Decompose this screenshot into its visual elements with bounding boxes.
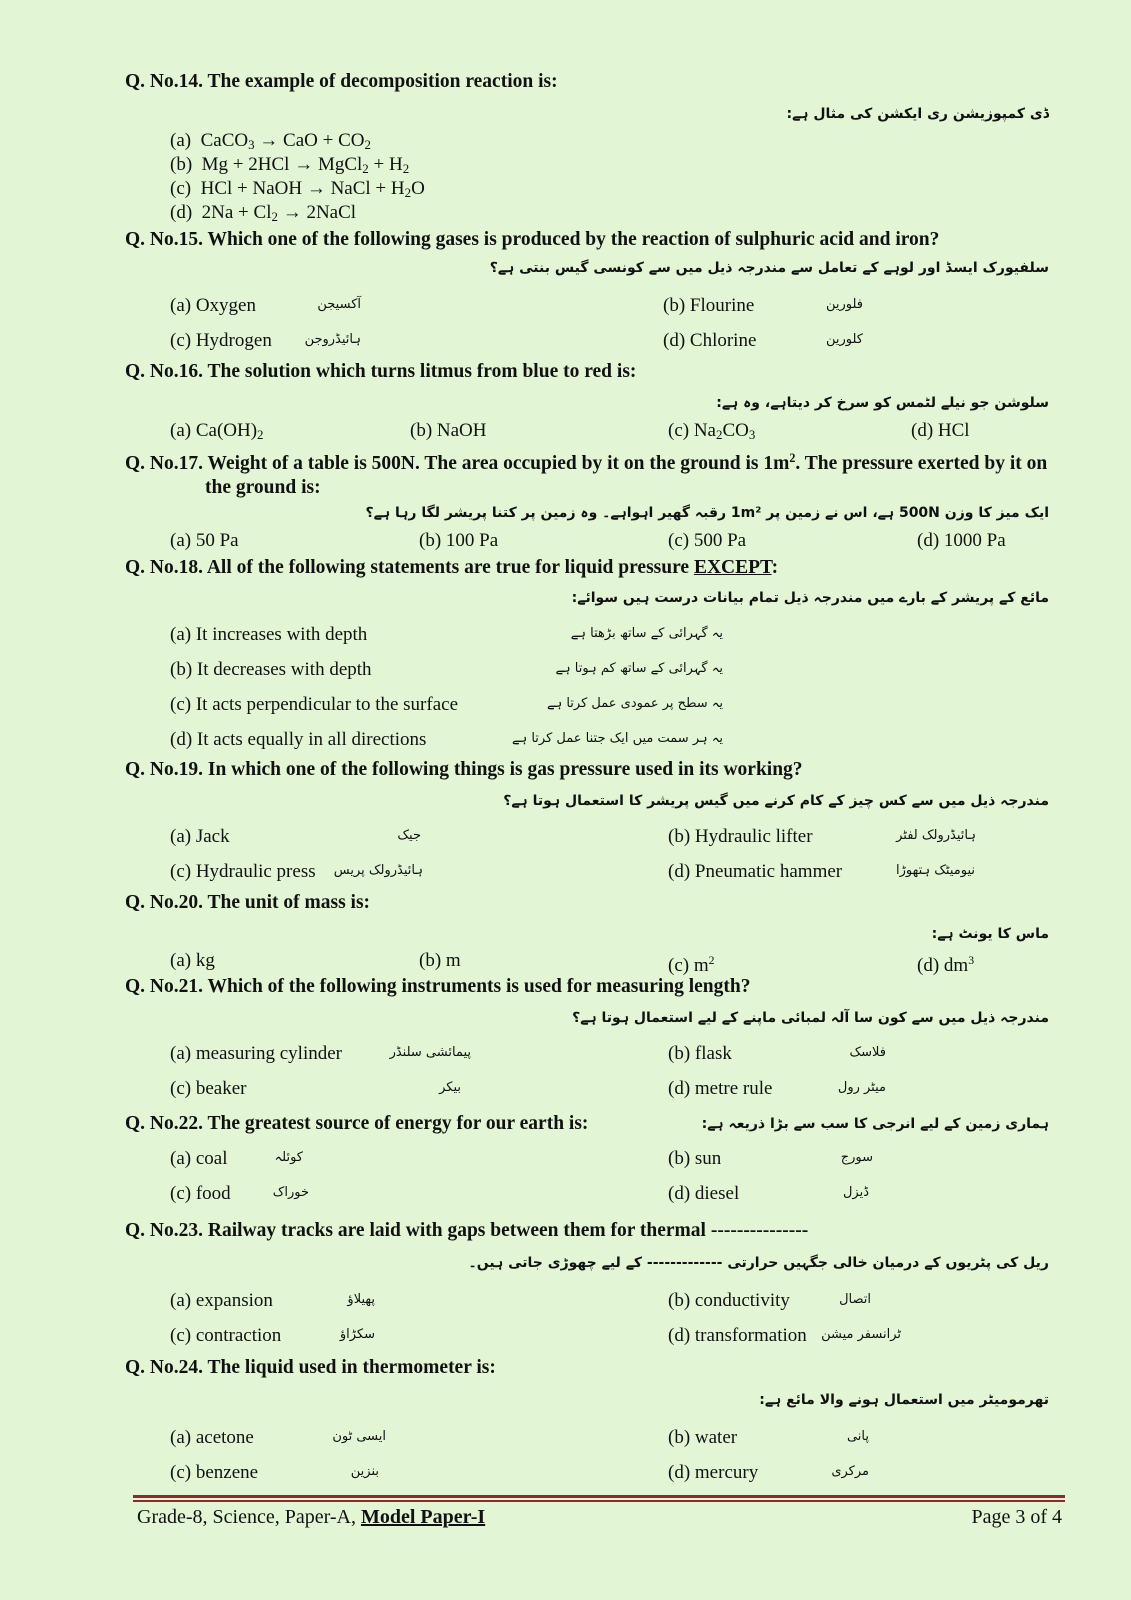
- option-d: (d) $dm^3$: [917, 954, 975, 976]
- footer-rule-thin: [133, 1500, 1065, 1502]
- option-a: (a) Jack: [170, 826, 230, 847]
- option-b: (b) m: [419, 950, 461, 971]
- question-16: [125, 360, 1061, 384]
- option-c-urdu: ہائیڈروجن: [304, 332, 361, 347]
- question-number: Q. No.14.: [125, 71, 203, 92]
- question-text: All of the following statements are true for liquid pressure: [206, 557, 690, 578]
- option-a-urdu: یہ گہرائی کے ساتھ بڑھتا ہے: [570, 626, 723, 641]
- question-number: Q. No.15.: [125, 229, 203, 250]
- option-b-urdu: اتصال: [839, 1292, 871, 1307]
- question-15: [125, 228, 1061, 252]
- option-a-urdu: جیک: [397, 828, 421, 843]
- question-number: Q. No.17.: [125, 453, 203, 474]
- question-21: [125, 975, 1061, 999]
- page-number: Page 3 of 4: [971, 1506, 1062, 1528]
- option-a-urdu: ایسی ٹون: [332, 1429, 386, 1444]
- question-14: [125, 70, 1061, 94]
- question-number: Q. No.18.: [125, 557, 203, 578]
- option-b: (b) sun: [668, 1148, 722, 1169]
- question-22-urdu: ہماری زمین کے لیے انرجی کا سب سے بڑا ذریعہ ہے:: [701, 1116, 1049, 1132]
- question-number: Q. No.19.: [125, 759, 203, 780]
- option-d: (d) Chlorine: [663, 330, 757, 351]
- option-a: (a) coal: [170, 1148, 228, 1169]
- question-number: Q. No.24.: [125, 1357, 203, 1378]
- option-d: (d) $2Na + Cl_2$ → 2NaCl: [170, 202, 357, 224]
- question-text: The greatest source of energy for our earth is:: [207, 1113, 589, 1134]
- option-d: (d) transformation: [668, 1325, 807, 1346]
- footer-rule: [133, 1495, 1065, 1498]
- question-number: Q. No.16.: [125, 361, 203, 382]
- option-a: (a) expansion: [170, 1290, 273, 1311]
- option-d-urdu: یہ ہر سمت میں ایک جتنا عمل کرتا ہے: [511, 731, 723, 746]
- option-c: (c) HCl + NaOH → NaCl + $H_2O$: [170, 178, 425, 200]
- option-d-urdu: مرکری: [831, 1464, 869, 1479]
- question-text: Railway tracks are laid with gaps between them for thermal ---------------: [207, 1220, 809, 1241]
- question-15-urdu: سلفیورک ایسڈ اور لوہے کے تعامل سے مندرجہ ذیل میں سے کونسی گیس بنتی ہے؟: [489, 260, 1049, 276]
- option-b-urdu: فلورین: [825, 297, 863, 312]
- question-17: [125, 446, 1056, 500]
- option-b-urdu: یہ گہرائی کے ساتھ کم ہوتا ہے: [555, 661, 723, 676]
- option-a: (a) 50 Pa: [170, 530, 239, 551]
- option-a: (a) Oxygen: [170, 295, 256, 316]
- option-c: (c) $m^2$: [668, 954, 715, 976]
- question-text: Which of the following instruments is used for measuring length?: [207, 976, 751, 997]
- option-d: (d) diesel: [668, 1183, 740, 1204]
- question-21-urdu: مندرجہ ذیل میں سے کون سا آلہ لمبائی ماپنے کے لیے استعمال ہوتا ہے؟: [572, 1010, 1049, 1026]
- question-number: Q. No.21.: [125, 976, 203, 997]
- question-17-urdu: ایک میز کا وزن 500N ہے، اس نے زمین پر 1m² رقبہ گھیر اہواہے۔ وہ زمین پر کتنا پریشر لگا رہا ہے؟: [365, 505, 1049, 521]
- question-text: The solution which turns litmus from blue to red is:: [207, 361, 637, 382]
- option-d-urdu: میٹر رول: [837, 1080, 886, 1095]
- option-d-urdu: نیومیٹک ہتھوڑا: [896, 863, 975, 878]
- option-d: (d) metre rule: [668, 1078, 773, 1099]
- option-b: (b) NaOH: [410, 420, 487, 441]
- option-c: (c) Hydraulic press: [170, 861, 316, 882]
- question-number: Q. No.20.: [125, 892, 203, 913]
- option-b: (b) It decreases with depth: [170, 659, 372, 680]
- except-keyword: EXCEPT: [693, 557, 772, 578]
- option-d: (d) It acts equally in all directions: [170, 729, 427, 750]
- option-a: (a) acetone: [170, 1427, 254, 1448]
- question-number: Q. No.22.: [125, 1113, 203, 1134]
- option-a: (a) CaCO$_3$ → CaO + $CO_2$: [170, 130, 371, 152]
- option-c-urdu: یہ سطح پر عمودی عمل کرتا ہے: [546, 696, 723, 711]
- question-24: [125, 1356, 1061, 1380]
- question-text: Which one of the following gases is produced by the reaction of sulphuric acid and iron?: [207, 229, 940, 250]
- option-c-urdu: ہائیڈرولک پریس: [333, 863, 423, 878]
- option-a: (a) measuring cylinder: [170, 1043, 342, 1064]
- option-a-urdu: پیمائشی سلنڈر: [389, 1045, 471, 1060]
- option-a: (a) kg: [170, 950, 215, 971]
- option-b: (b) flask: [668, 1043, 732, 1064]
- option-b: (b) 100 Pa: [419, 530, 499, 551]
- option-a: (a) It increases with depth: [170, 624, 368, 645]
- question-23-urdu: ریل کی پٹریوں کے درمیان خالی جگہیں حرارتی ------------- کے لیے چھوڑی جاتی ہیں۔: [468, 1255, 1049, 1271]
- question-text: The example of decomposition reaction is:: [207, 71, 558, 92]
- question-14-urdu: ڈی کمپوزیشن ری ایکشن کی مثال ہے:: [786, 106, 1049, 122]
- option-b: (b) Flourine: [663, 295, 755, 316]
- question-24-urdu: تھرمومیٹر میں استعمال ہونے والا مائع ہے:: [759, 1392, 1049, 1408]
- option-b: (b) Mg + 2HCl → MgCl$_2$ + $H_2$: [170, 154, 410, 176]
- option-c: (c) benzene: [170, 1462, 259, 1483]
- question-text: The liquid used in thermometer is:: [207, 1357, 496, 1378]
- option-b: (b) water: [668, 1427, 738, 1448]
- option-c-urdu: خوراک: [272, 1185, 309, 1200]
- question-18: Q. No.18. All of the following statements are true for liquid pressure EXCEPT:: [125, 557, 779, 578]
- option-d-urdu: کلورین: [825, 332, 863, 347]
- question-16-urdu: سلوشن جو نیلے لٹمس کو سرخ کر دیتاہے، وہ ہے:: [716, 395, 1049, 411]
- option-d: (d) Pneumatic hammer: [668, 861, 843, 882]
- option-c: (c) It acts perpendicular to the surface: [170, 694, 459, 715]
- option-b: (b) conductivity: [668, 1290, 790, 1311]
- option-c-urdu: بنزین: [350, 1464, 379, 1479]
- question-19: [125, 758, 1061, 782]
- question-22: [125, 1112, 588, 1136]
- question-18-urdu: مائع کے پریشر کے بارے میں مندرجہ ذیل تمام بیانات درست ہیں سوائے:: [571, 590, 1049, 606]
- option-d: (d) 1000 Pa: [917, 530, 1006, 551]
- option-a-urdu: کوئلہ: [274, 1150, 303, 1165]
- option-c: (c) food: [170, 1183, 231, 1204]
- option-c-urdu: بیکر: [439, 1080, 461, 1095]
- option-c: (c) Hydrogen: [170, 330, 272, 351]
- question-text: The unit of mass is:: [207, 892, 371, 913]
- question-19-urdu: مندرجہ ذیل میں سے کس چیز کے کام کرنے میں گیس پریشر کا استعمال ہوتا ہے؟: [503, 793, 1049, 809]
- question-text: In which one of the following things is gas pressure used in its working?: [207, 759, 803, 780]
- question-20: [125, 891, 1061, 915]
- option-b-urdu: ہائیڈرولک لفٹر: [896, 828, 976, 843]
- option-b-urdu: پانی: [846, 1429, 869, 1444]
- option-c: (c) contraction: [170, 1325, 282, 1346]
- option-a-urdu: آکسیجن: [317, 297, 361, 312]
- question-text: Weight of a table is 500N. The area occupied by it on the ground is $1m^2$. The pressure exerted by it on the ground is:: [205, 451, 1048, 498]
- option-a: (a) $Ca(OH)_2$: [170, 420, 264, 442]
- option-a-urdu: پھیلاؤ: [347, 1292, 375, 1307]
- question-23: [125, 1219, 1061, 1243]
- option-d-urdu: ٹرانسفر میشن: [821, 1327, 901, 1342]
- model-paper-label: Model Paper-I: [360, 1506, 486, 1528]
- footer-paper-info: Grade-8, Science, Paper-A, Model Paper-I: [137, 1506, 486, 1528]
- question-number: Q. No.23.: [125, 1220, 203, 1241]
- option-c: (c) 500 Pa: [668, 530, 747, 551]
- option-b-urdu: فلاسک: [849, 1045, 886, 1060]
- option-c: (c) $Na_2CO_3$: [668, 420, 756, 442]
- question-20-urdu: ماس کا یونٹ ہے:: [931, 926, 1049, 942]
- option-c: (c) beaker: [170, 1078, 247, 1099]
- option-d: (d) mercury: [668, 1462, 759, 1483]
- option-d-urdu: ڈیزل: [842, 1185, 869, 1200]
- option-d: (d) HCl: [911, 420, 970, 441]
- option-b: (b) Hydraulic lifter: [668, 826, 813, 847]
- option-c-urdu: سکڑاؤ: [339, 1327, 375, 1342]
- option-b-urdu: سورج: [840, 1150, 873, 1165]
